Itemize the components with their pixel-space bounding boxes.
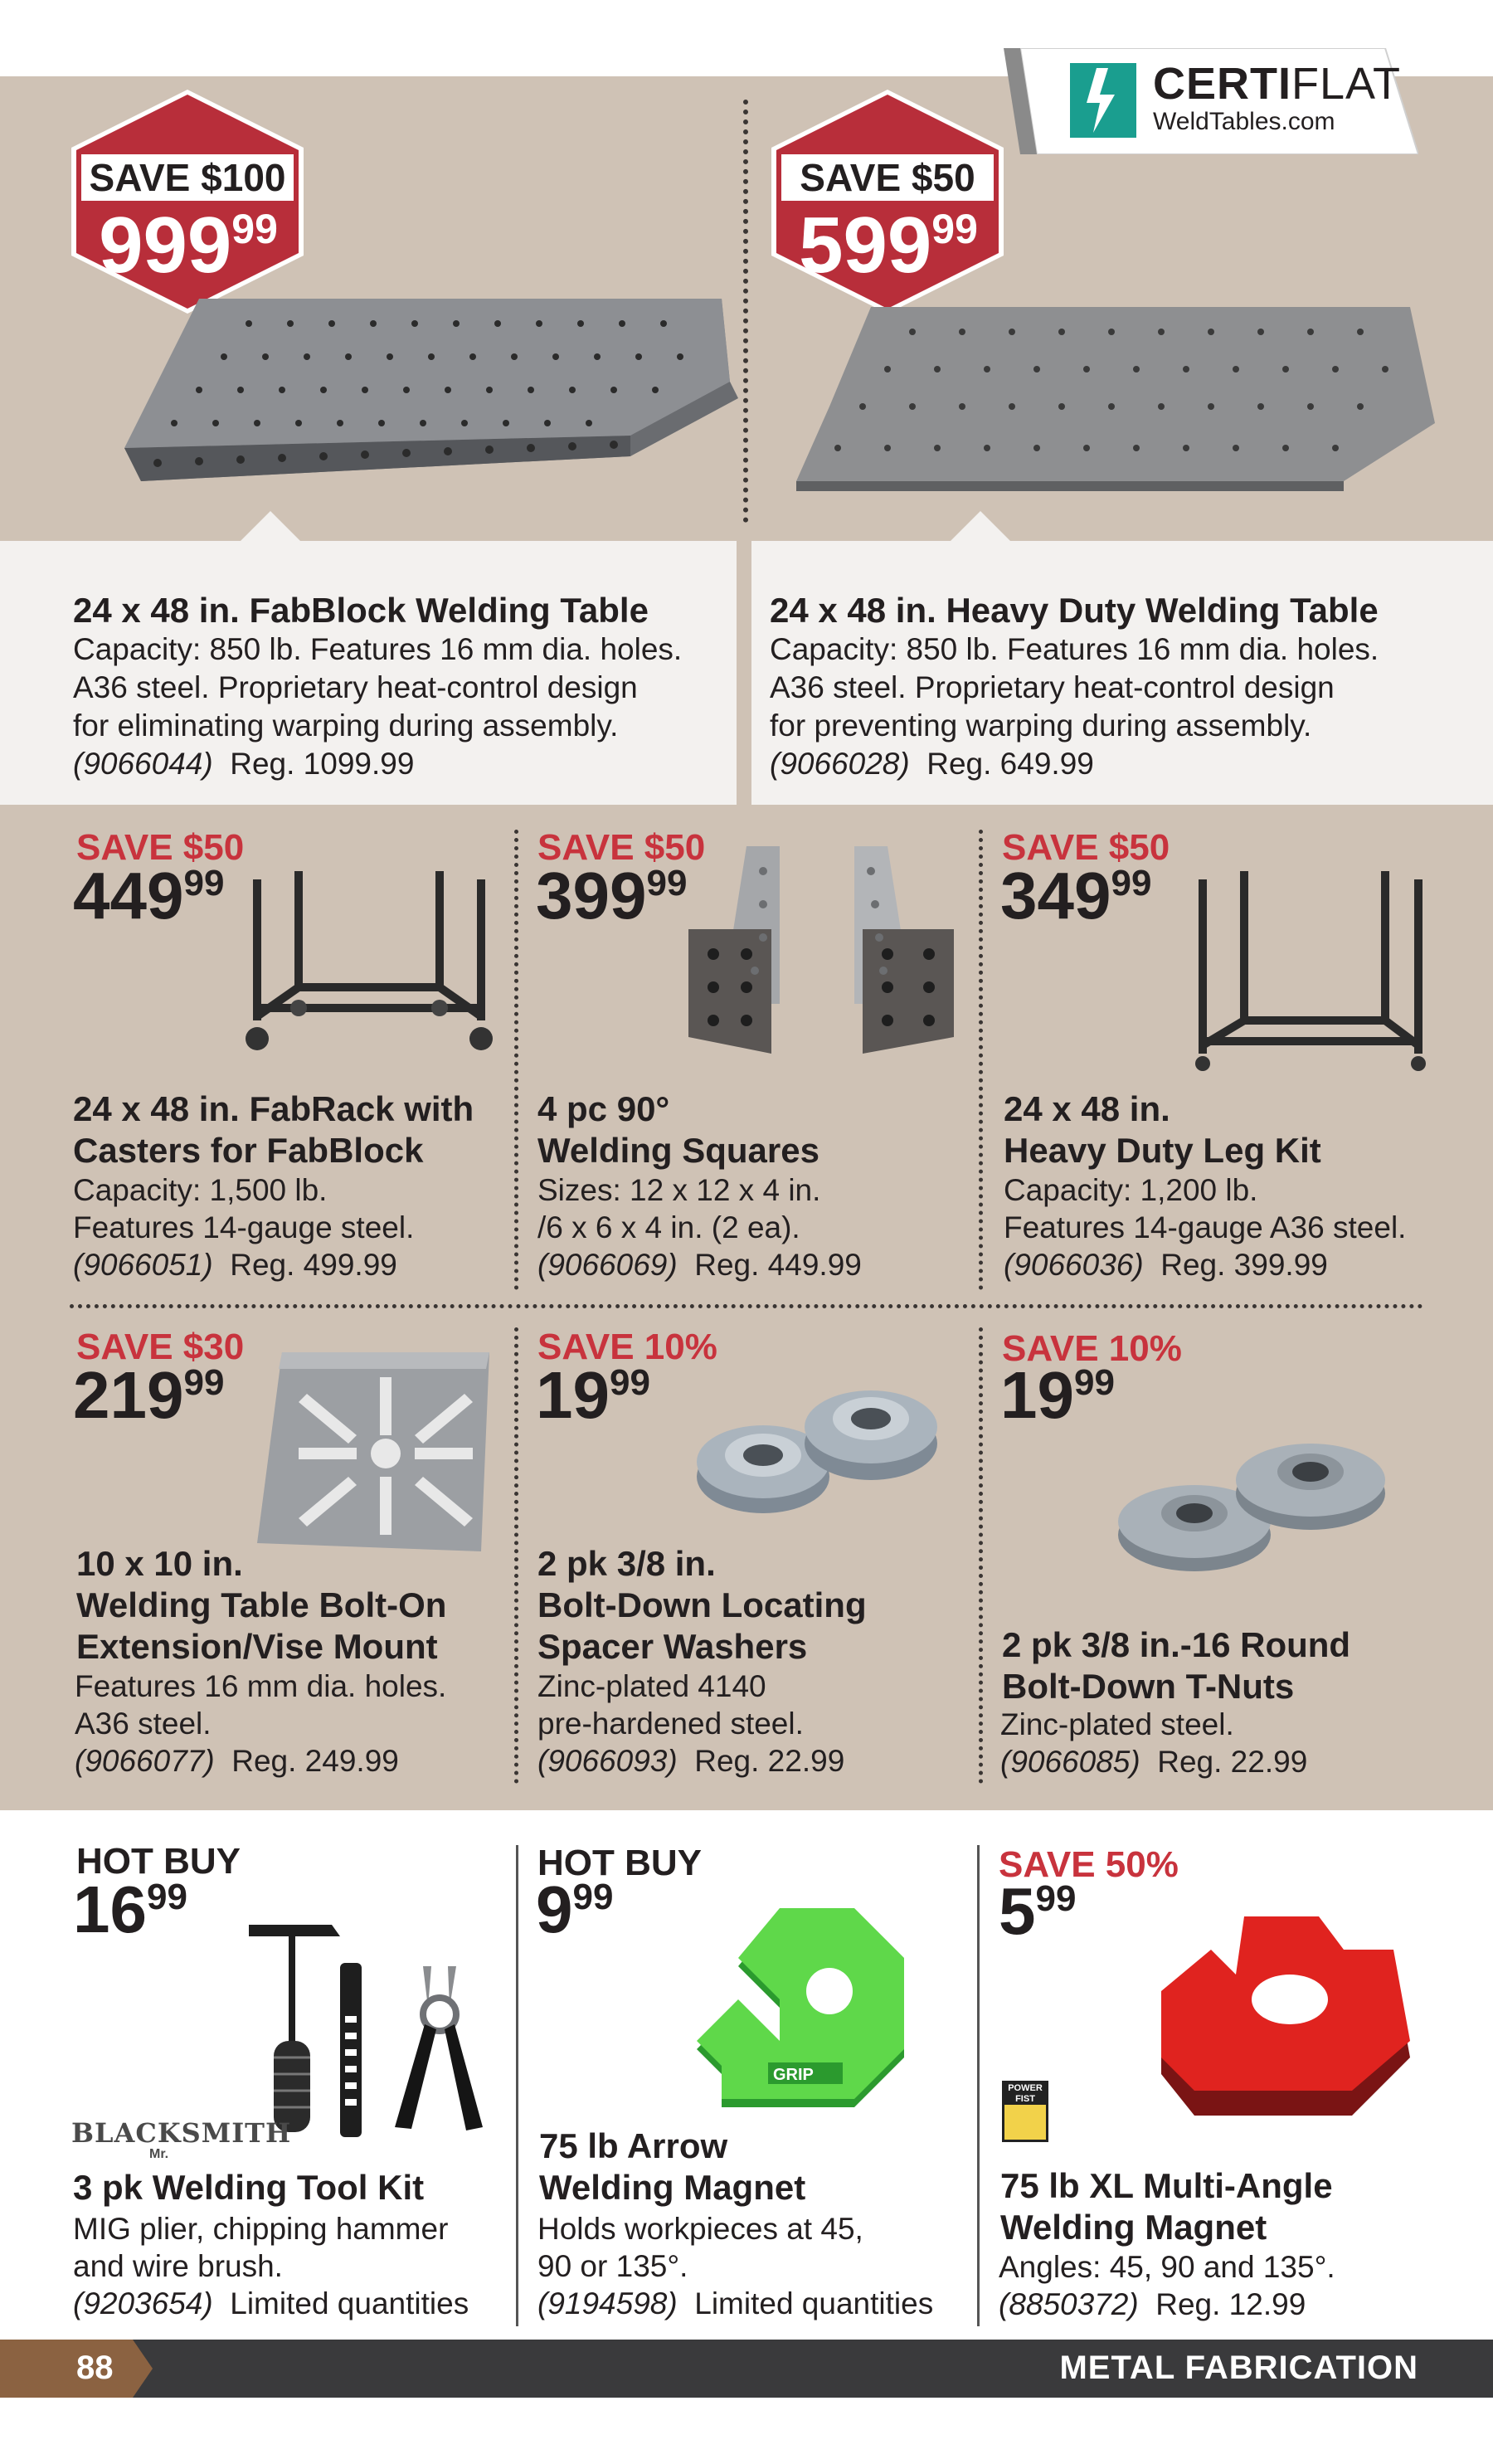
sku: (9066028)	[770, 747, 910, 781]
product-description: Sizes: 12 x 12 x 4 in. /6 x 6 x 4 in. (2 ea). (9066069) Reg. 449.99	[537, 1173, 862, 1282]
sku: (9066069)	[537, 1248, 678, 1282]
sku: (9194598)	[537, 2286, 678, 2320]
sale-price: $349^{99}$	[1000, 859, 1152, 933]
product-description: Angles: 45, 90 and 135°. (8850372) Reg. 12.99	[999, 2250, 1335, 2321]
product-description: Capacity: 850 lb. Features 16 mm dia. holes. A36 steel. Proprietary heat-control design for eliminating warping during assembly. (9066044) Reg. 1099.99	[73, 632, 683, 781]
bolt-on-extension-image[interactable]	[249, 1344, 498, 1560]
grid-divider	[514, 1327, 518, 1784]
column-divider	[516, 1845, 518, 2326]
product-title[interactable]: 24 x 48 in. FabBlock Welding Table	[73, 591, 649, 630]
sale-price: $19^{99}$	[536, 1358, 650, 1432]
product-description: Zinc-plated steel. (9066085) Reg. 22.99	[1000, 1707, 1308, 1779]
reg-price: Reg. 22.99	[694, 1744, 845, 1778]
blacksmith-brand-small: Mr.	[149, 2147, 169, 2161]
product-title[interactable]: 3 pk Welding Tool Kit	[73, 2168, 425, 2207]
multi-angle-magnet-image[interactable]	[1145, 1908, 1418, 2124]
sale-price: $5^{99}$	[999, 1874, 1077, 1948]
product-description: Capacity: 1,500 lb. Features 14-gauge steel. (9066051) Reg. 499.99	[73, 1173, 415, 1282]
grid-divider	[979, 830, 983, 1290]
grid-divider	[70, 1304, 1423, 1308]
column-divider	[977, 1845, 980, 2326]
product-title[interactable]: 4 pc 90° Welding Squares	[537, 1089, 819, 1170]
sku: (9066077)	[75, 1744, 215, 1778]
product-description: Zinc-plated 4140 pre-hardened steel. (9066093) Reg. 22.99	[537, 1669, 845, 1778]
sale-price: $599^{99}$	[799, 201, 978, 290]
product-title[interactable]: 75 lb XL Multi-Angle Welding Magnet	[1000, 2166, 1333, 2247]
hot-buy-label: HOT BUY	[537, 1843, 702, 1883]
welding-squares-image[interactable]	[680, 838, 962, 1062]
welding-tool-kit-image[interactable]	[241, 1916, 489, 2149]
sku: (9066036)	[1004, 1248, 1144, 1282]
hero-divider	[743, 100, 748, 523]
power-fist-logo: POWER FIST	[1002, 2081, 1048, 2142]
sku: (9203654)	[73, 2286, 213, 2320]
grid-divider	[979, 1327, 983, 1784]
save-label: SAVE 50%	[999, 1844, 1179, 1885]
sku: (9066051)	[73, 1248, 213, 1282]
reg-price: Reg. 12.99	[1155, 2287, 1306, 2321]
sku: (9066085)	[1000, 1745, 1140, 1779]
grid-divider	[514, 830, 518, 1290]
sale-price: $399^{99}$	[536, 859, 688, 933]
product-description: Features 16 mm dia. holes. A36 steel. (9066077) Reg. 249.99	[75, 1669, 447, 1778]
sale-price: $449^{99}$	[73, 859, 225, 933]
fabblock-table-image[interactable]	[124, 282, 738, 498]
grip-label: GRIP	[773, 2066, 814, 2084]
page-tab-arrow	[133, 2340, 153, 2398]
section-title[interactable]: METAL FABRICATION	[1059, 2350, 1418, 2386]
reg-price: Reg. 249.99	[231, 1744, 399, 1778]
product-title[interactable]: 24 x 48 in. FabRack with Casters for FabBlock	[73, 1089, 474, 1170]
blacksmith-brand: BLACKSMITH	[71, 2117, 292, 2149]
product-description: Capacity: 850 lb. Features 16 mm dia. holes. A36 steel. Proprietary heat-control design for preventing warping during assembly. (9066028) Reg. 649.99	[770, 632, 1379, 781]
price-badge	[771, 90, 1004, 314]
sku: (8850372)	[999, 2287, 1139, 2321]
sale-price: $9^{99}$	[536, 1872, 614, 1946]
save-label: SAVE $100	[81, 154, 294, 201]
save-label: SAVE $30	[76, 1327, 245, 1367]
product-title[interactable]: 24 x 48 in. Heavy Duty Welding Table	[770, 591, 1379, 630]
product-description: Holds workpieces at 45, 90 or 135°. (9194598) Limited quantities	[537, 2212, 934, 2320]
certiflat-logo[interactable]	[987, 48, 1418, 154]
product-title[interactable]: 75 lb Arrow Welding Magnet	[539, 2126, 806, 2207]
sku: (9066044)	[73, 747, 213, 781]
sku: (9066093)	[537, 1744, 678, 1778]
product-title[interactable]: 24 x 48 in. Heavy Duty Leg Kit	[1004, 1089, 1321, 1170]
logo-site: WeldTables.com	[1153, 108, 1335, 135]
sale-price: $19^{99}$	[1000, 1358, 1115, 1432]
reg-price: Reg. 499.99	[230, 1248, 397, 1282]
product-title[interactable]: 2 pk 3/8 in.-16 Round Bolt-Down T-Nuts	[1002, 1625, 1351, 1706]
reg-price: Reg. 649.99	[926, 747, 1094, 781]
sale-price: $219^{99}$	[73, 1358, 225, 1432]
logo-brand: CERTIFLAT	[1153, 59, 1402, 109]
reg-price: Reg. 22.99	[1157, 1745, 1308, 1779]
panel-notch	[241, 511, 300, 541]
save-label: SAVE $50	[76, 827, 245, 868]
sale-price: $16^{99}$	[73, 1872, 187, 1946]
save-label: SAVE 10%	[537, 1327, 717, 1367]
reg-price: Reg. 399.99	[1160, 1248, 1328, 1282]
product-title[interactable]: 10 x 10 in. Welding Table Bolt-On Extension/Vise Mount	[76, 1544, 447, 1666]
availability: Limited quantities	[230, 2286, 469, 2320]
panel-notch	[951, 511, 1010, 541]
fabrack-image[interactable]	[232, 863, 506, 1054]
heavy-duty-table-image[interactable]	[796, 299, 1443, 498]
t-nuts-image[interactable]	[1111, 1410, 1393, 1576]
page-footer	[0, 2340, 1493, 2398]
price-badge	[71, 90, 304, 314]
reg-price: Reg. 1099.99	[230, 747, 415, 781]
hot-buy-label: HOT BUY	[76, 1841, 241, 1882]
save-label: SAVE $50	[1002, 827, 1170, 868]
product-title[interactable]: 2 pk 3/8 in. Bolt-Down Locating Spacer Washers	[537, 1544, 867, 1666]
save-label: SAVE $50	[781, 154, 994, 201]
save-label: SAVE $50	[537, 827, 706, 868]
leg-kit-image[interactable]	[1178, 863, 1443, 1079]
save-label: SAVE 10%	[1002, 1328, 1182, 1369]
page-number: 88	[76, 2350, 114, 2386]
availability: Limited quantities	[694, 2286, 934, 2320]
spacer-washers-image[interactable]	[688, 1369, 954, 1518]
arrow-magnet-image[interactable]	[688, 1908, 912, 2116]
product-description: MIG plier, chipping hammer and wire brush. (9203654) Limited quantities	[73, 2212, 469, 2320]
product-description: Capacity: 1,200 lb. Features 14-gauge A36 steel. (9066036) Reg. 399.99	[1004, 1173, 1407, 1282]
sale-price: $999^{99}$	[99, 201, 278, 290]
reg-price: Reg. 449.99	[694, 1248, 862, 1282]
